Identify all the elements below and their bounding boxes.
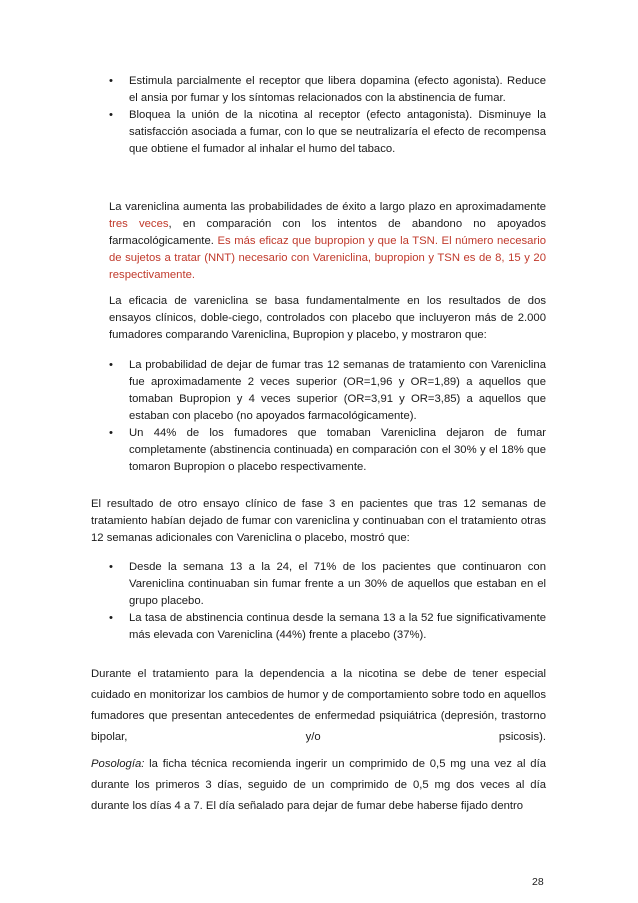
page-number: 28 xyxy=(532,876,544,888)
paragraph-text: La vareniclina aumenta las probabilidades de éxito a largo plazo en aproximadamente xyxy=(109,201,546,213)
mechanism-list xyxy=(109,73,546,158)
highlight-text: Es más eficaz que bupropion y que la TSN. El número necesario de sujetos a tratar (NNT) necesario con Vareniclina, bupropion y TSN es de 8, 15 y 20 respectivamente. xyxy=(109,235,547,281)
bullet: • xyxy=(109,561,113,573)
list-item xyxy=(109,73,546,107)
list-item-text: La tasa de abstinencia continua desde la semana 13 a la 52 fue significativamente más elevada con Vareniclina (44%) frente a placebo (37%). xyxy=(129,612,546,641)
results-list xyxy=(109,357,546,476)
bullet: • xyxy=(109,359,113,371)
list-item-text: Un 44% de los fumadores que tomaban Vareniclina dejaron de fumar completamente (abstinencia continuada) en comparación con el 30% y el 18% que tomaron Bupropion o placebo respectivamente. xyxy=(129,427,546,473)
list-item xyxy=(109,107,546,158)
warning-paragraph: Durante el tratamiento para la dependencia a la nicotina se debe de tener especial cuidado en monitorizar los cambios de humor y de comportamiento sobre todo en aquellos fumadores que presentan antecedentes de enfermedad psiquiátrica (depresión, trastorno bipolar, y/o psicosis). xyxy=(91,668,546,743)
dosage-label: Posología: xyxy=(91,758,145,770)
list-item-text: Estimula parcialmente el receptor que libera dopamina (efecto agonista). Reduce el ansia por fumar y los síntomas relacionados con la abstinencia de fumar. xyxy=(129,75,546,104)
list-item-text: Desde la semana 13 a la 24, el 71% de los pacientes que continuaron con Vareniclina continuaban sin fumar frente a un 30% de aquellos que estaban en el grupo placebo. xyxy=(129,561,546,607)
paragraph-text: , en comparación con los intentos de abandono no apoyados farmacológicamente. xyxy=(109,218,546,247)
highlight-text: tres veces xyxy=(109,218,169,230)
phase3-results-list xyxy=(109,559,546,644)
list-item xyxy=(109,610,546,644)
trials-paragraph: La eficacia de vareniclina se basa fundamentalmente en los resultados de dos ensayos clínicos, doble-ciego, controlados con placebo que incluyeron más de 2.000 fumadores comparando Vareniclina, Bupropion y placebo, y mostraron que: xyxy=(109,295,546,341)
efficacy-paragraph xyxy=(109,199,546,284)
dosage-paragraph xyxy=(91,754,546,817)
bullet: • xyxy=(109,612,113,624)
list-item xyxy=(109,425,546,476)
paragraph-text: la ficha técnica recomienda ingerir un comprimido de 0,5 mg una vez al día durante los primeros 3 días, seguido de un comprimido de 0,5 mg dos veces al día durante los días 4 a 7. El día señalado para dejar de fumar debe haberse fijado dentro xyxy=(91,758,546,812)
list-item-text: La probabilidad de dejar de fumar tras 12 semanas de tratamiento con Vareniclina fue aproximadamente 2 veces superior (OR=1,96 y OR=1,89) a aquellos que tomaban Bupropion y 4 veces superior (OR=3,91 y OR=3,85) a aquellos que estaban con placebo (no apoyados farmacológicamente). xyxy=(129,359,546,422)
list-item xyxy=(109,357,546,425)
bullet: • xyxy=(109,427,113,439)
bullet: • xyxy=(109,75,113,87)
bullet: • xyxy=(109,109,113,121)
list-item-text: Bloquea la unión de la nicotina al receptor (efecto antagonista). Disminuye la satisfacción asociada a fumar, con lo que se neutralizaría el efecto de recompensa que obtiene el fumador al inhalar el humo del tabaco. xyxy=(129,109,546,155)
phase3-paragraph: El resultado de otro ensayo clínico de fase 3 en pacientes que tras 12 semanas de tratamiento habían dejado de fumar con vareniclina y continuaban con el tratamiento otras 12 semanas adicionales con Vareniclina o placebo, mostró que: xyxy=(91,498,546,544)
list-item xyxy=(109,559,546,610)
